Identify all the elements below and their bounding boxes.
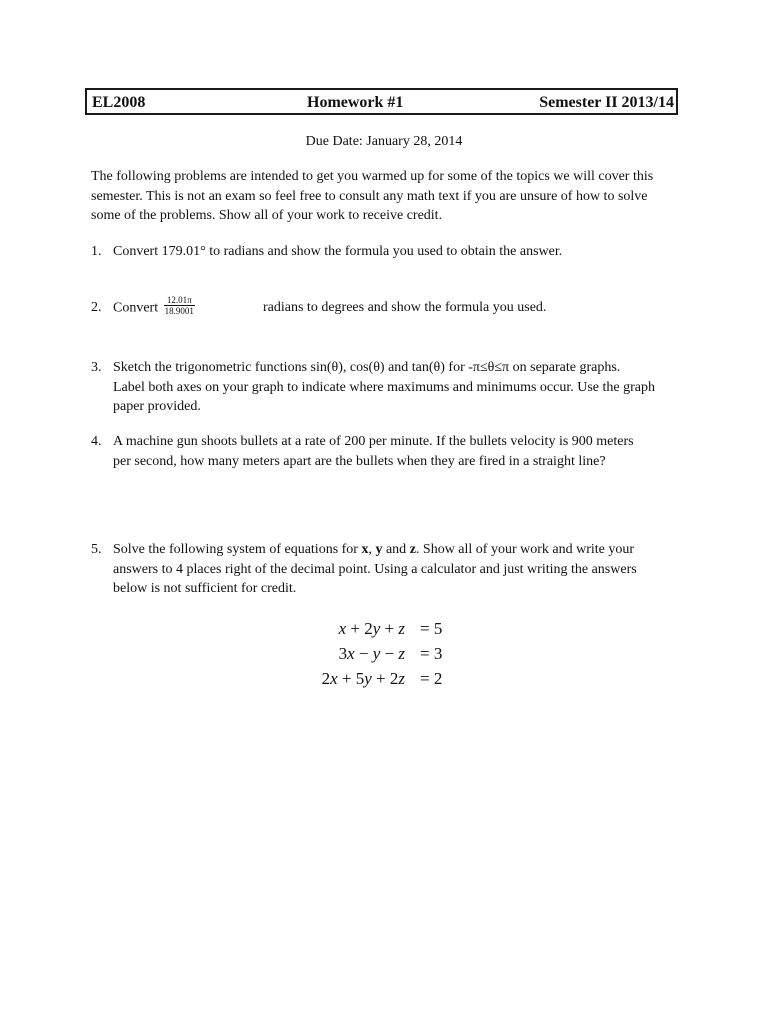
equation-rhs: = 3 <box>420 644 443 663</box>
equation-rhs: = 2 <box>420 669 443 688</box>
problem-suffix: radians to degrees and show the formula you used. <box>263 300 547 315</box>
problem-text-part: Solve the following system of equations for <box>113 542 362 557</box>
semester-label: Semester II 2013/14 <box>539 94 674 111</box>
problem-number: 3. <box>91 360 102 375</box>
problem-line <box>113 540 685 560</box>
equation-rhs: = 5 <box>420 619 443 638</box>
course-code: EL2008 <box>92 94 146 111</box>
problem-text <box>113 358 685 417</box>
problem-line: per second, how many meters apart are the bullets when they are fired in a straight line? <box>113 453 606 469</box>
problem-line: paper provided. <box>113 399 201 414</box>
problem-text <box>113 432 685 471</box>
problem-line: Label both axes on your graph to indicate where maximums and minimums occur. Use the graph <box>113 379 655 395</box>
intro-line: semester. This is not an exam so feel free to consult any math text if you are unsure of how to solve <box>91 188 648 204</box>
fraction <box>164 295 195 316</box>
equation-row <box>320 666 460 691</box>
variable-y: y <box>375 542 383 557</box>
problem-line: A machine gun shoots bullets at a rate of 200 per minute. If the bullets velocity is 900 meters <box>113 434 634 449</box>
separator: , <box>368 542 376 557</box>
problem-number: 4. <box>91 434 102 449</box>
variable-x: x <box>361 542 369 557</box>
variable-z: z <box>409 542 416 557</box>
equation-row <box>320 616 460 641</box>
problem-text <box>113 242 685 262</box>
intro-line: The following problems are intended to get you warmed up for some of the topics we will cover this <box>91 169 654 184</box>
problem-line: Convert 179.01° to radians and show the formula you used to obtain the answer. <box>113 244 563 259</box>
intro-line: some of the problems. Show all of your work to receive credit. <box>91 208 443 223</box>
problem-text-part: . Show all of your work and write your <box>415 542 635 557</box>
problem-line: Sketch the trigonometric functions sin(θ), cos(θ) and tan(θ) for -π≤θ≤π on separate graphs. <box>113 360 621 375</box>
problem-line: below is not sufficient for credit. <box>113 581 297 596</box>
equation-row <box>320 641 460 666</box>
problem-line: answers to 4 places right of the decimal point. Using a calculator and just writing the answers <box>113 561 637 577</box>
fraction-denominator: 18.9001 <box>164 306 194 316</box>
separator: and <box>382 542 410 557</box>
problem-text <box>113 295 685 319</box>
fraction-numerator: 12.01π <box>164 295 195 306</box>
problem-number: 1. <box>91 244 102 259</box>
problem-number: 5. <box>91 542 102 557</box>
problem-number: 2. <box>91 300 102 315</box>
equation-lhs: 3x − y − z <box>338 644 405 663</box>
document-title: Homework #1 <box>307 94 404 111</box>
intro-paragraph <box>91 167 691 226</box>
problem-text <box>113 540 685 599</box>
header-box <box>85 88 678 115</box>
equation-lhs: 2x + 5y + 2z <box>321 669 405 688</box>
problem-prefix: Convert <box>113 300 159 316</box>
equation-lhs: x + 2y + z <box>338 619 405 638</box>
due-date: Due Date: January 28, 2014 <box>305 134 463 149</box>
equation-system <box>320 616 460 691</box>
